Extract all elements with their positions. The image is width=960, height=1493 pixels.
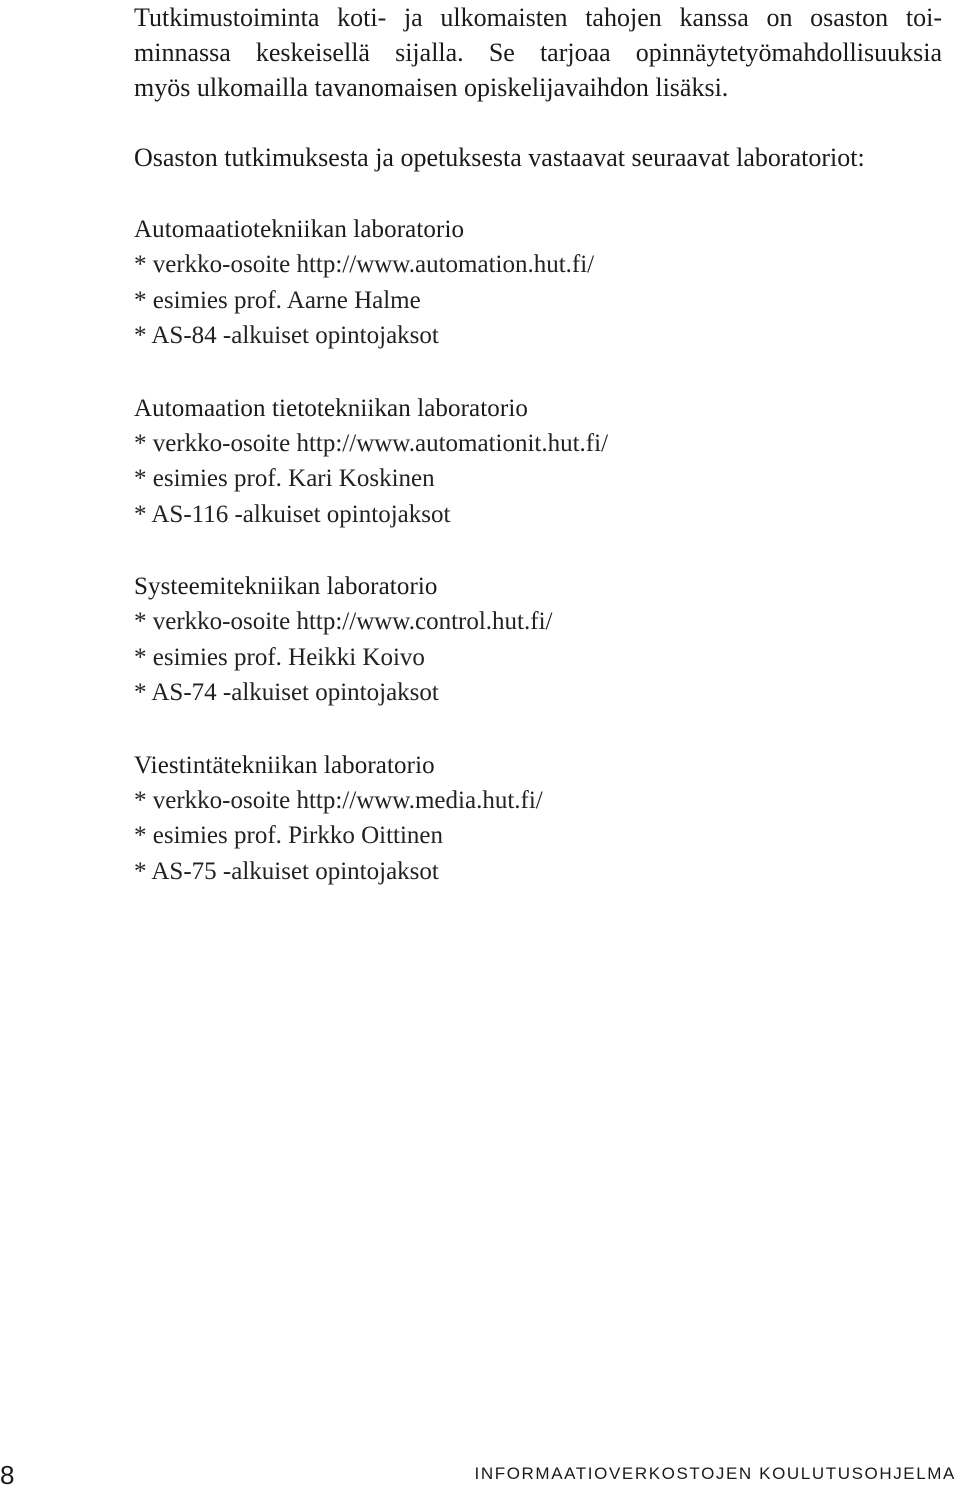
lab-title: Viestintätekniikan laboratorio [134,751,435,779]
lab-head: * esimies prof. Aarne Halme [134,286,421,314]
lab-web-address: * verkko-osoite http://www.media.hut.fi/ [134,786,543,814]
lab-courses: * AS-75 -alkuiset opintojaksot [134,857,439,885]
intro-line: Tutkimustoiminta koti- ja ulkomaisten tahojen kanssa on osaston toi- [134,3,942,32]
lab-web-address: * verkko-osoite http://www.automation.hut.fi/ [134,251,595,278]
intro-line: myös ulkomailla tavanomaisen opiskelijavaihdon lisäksi. [134,73,729,102]
lab-title: Systeemitekniikan laboratorio [134,573,438,600]
lab-automaation-tietotekniikka [134,391,942,533]
labs-lead-sentence: Osaston tutkimuksesta ja opetuksesta vastaavat seuraavat laboratoriot: [134,143,865,172]
lab-web-address: * verkko-osoite http://www.automationit.hut.fi/ [134,429,609,457]
intro-line: minnassa keskeisellä sijalla. Se tarjoaa opinnäytetyömahdollisuuksia [134,38,942,67]
lab-automaatiotekniikka [134,212,942,354]
lab-courses: * AS-116 -alkuiset opintojaksot [134,500,451,528]
lab-head: * esimies prof. Kari Koskinen [134,465,435,492]
lab-courses: * AS-84 -alkuiset opintojaksot [134,322,439,349]
page-number: 8 [0,1460,15,1490]
page-content [134,0,942,889]
lab-web-address: * verkko-osoite http://www.control.hut.fi/ [134,608,553,635]
lab-title: Automaation tietotekniikan laboratorio [134,394,528,422]
lab-viestintatekniikka [134,748,942,890]
lab-courses: * AS-74 -alkuiset opintojaksot [134,679,439,706]
lab-title: Automaatiotekniikan laboratorio [134,216,465,243]
lab-head: * esimies prof. Pirkko Oittinen [134,822,443,849]
lab-head: * esimies prof. Heikki Koivo [134,643,425,671]
lab-systeemitekniikka [134,569,942,711]
footer-running-title: INFORMAATIOVERKOSTOJEN KOULUTUSOHJELMA [474,1464,956,1483]
intro-paragraph [134,0,942,105]
